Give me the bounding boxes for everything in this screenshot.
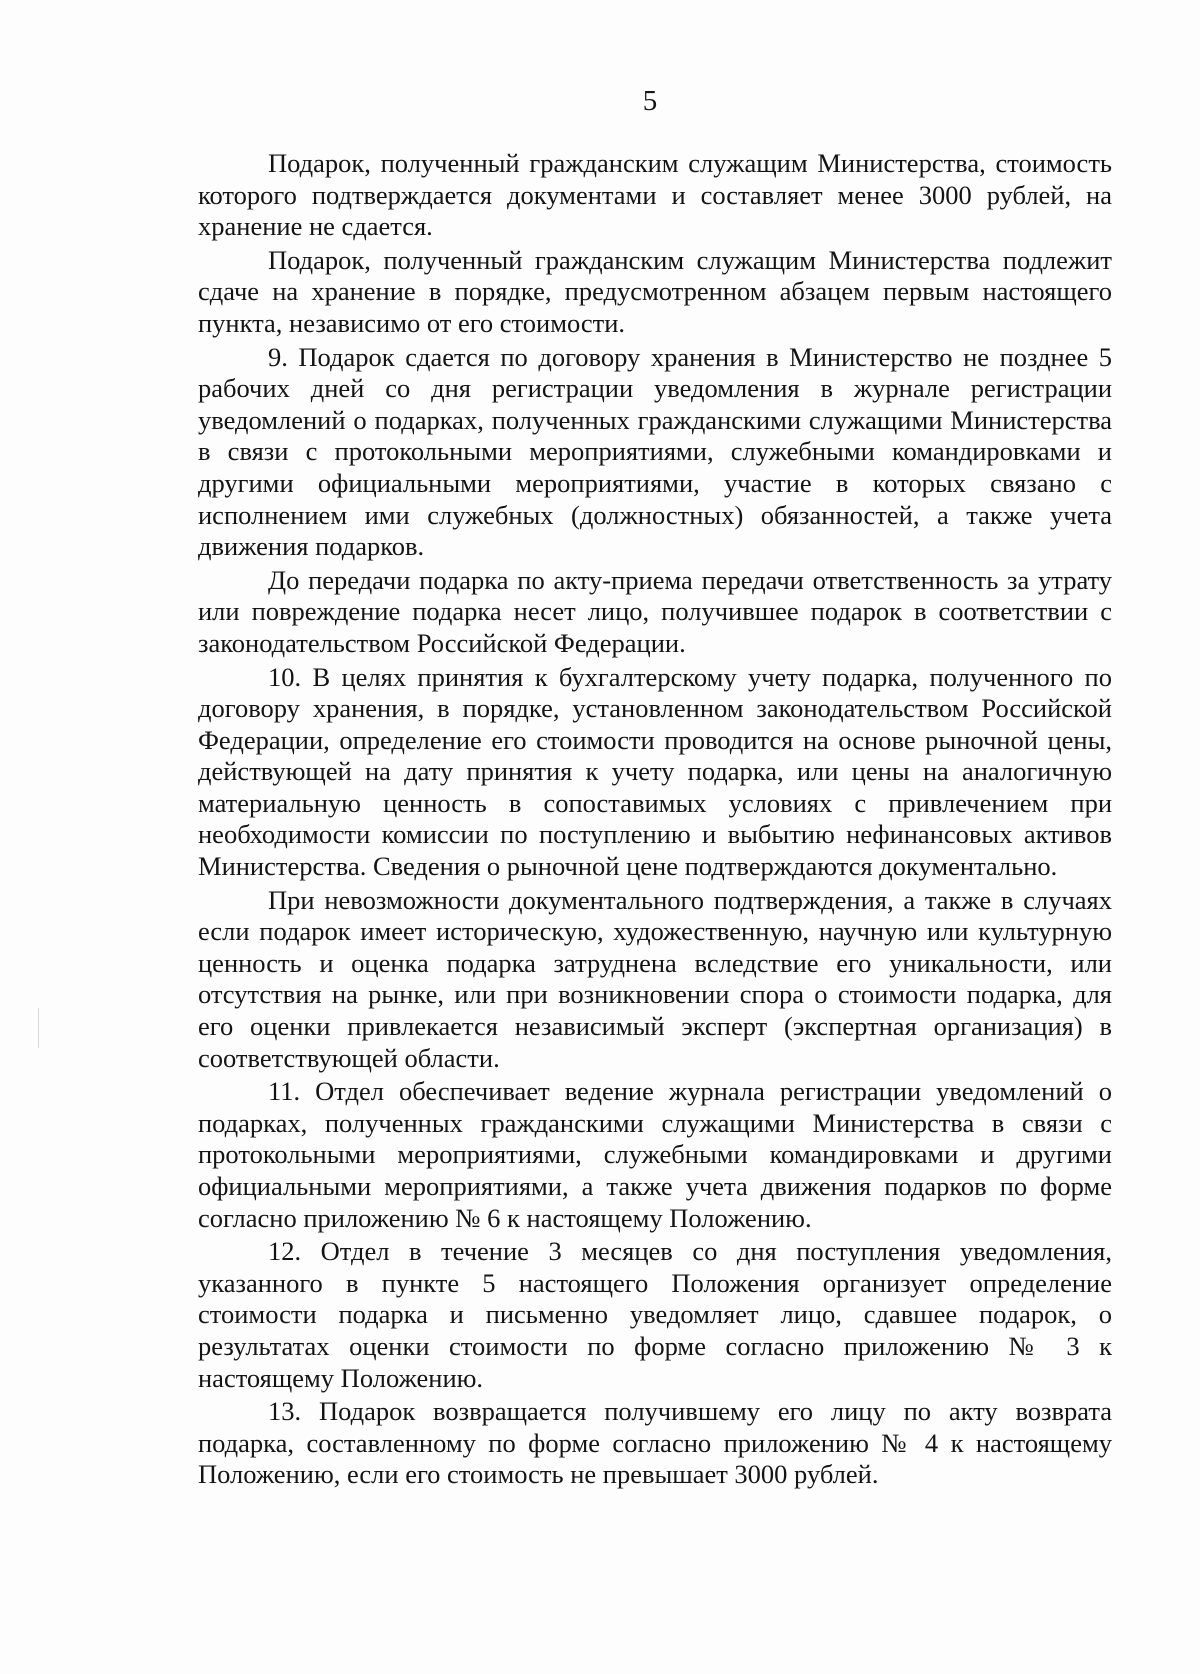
- paragraph-item-13: 13. Подарок возвращается получившему его лицу по акту возврата подарка, составленному по форме согласно приложению № 4 к настоящему Положению, если его стоимость не превышает 3000 рублей.: [198, 1396, 1112, 1490]
- paragraph-gift-under-3000: Подарок, полученный гражданским служащим Министерства, стоимость которого подтверждается документами и составляет менее 3000 рублей, на хранение не сдается.: [198, 148, 1112, 242]
- paragraph-gift-storage-regardless-of-cost: Подарок, полученный гражданским служащим Министерства подлежит сдаче на хранение в порядке, предусмотренном абзацем первым настоящего пункта, независимо от его стоимости.: [198, 244, 1112, 338]
- paragraph-item-12: 12. Отдел в течение 3 месяцев со дня поступления уведомления, указанного в пункте 5 настоящего Положения организует определение стоимости подарка и письменно уведомляет лицо, сдавшее подарок, о результатах оценки стоимости по форме согласно приложению № 3 к настоящему Положению.: [198, 1236, 1112, 1393]
- paragraph-item-10: 10. В целях принятия к бухгалтерскому учету подарка, полученного по договору хранения, в порядке, установленном законодательством Российской Федерации, определение его стоимости проводится на основе рыночной цены, действующей на дату принятия к учету подарка, или цены на аналогичную материальную ценность в сопоставимых условиях с привлечением при необходимости комиссии по поступлению и выбытию нефинансовых активов Министерства. Сведения о рыночной цене подтверждаются документально.: [198, 661, 1112, 882]
- document-body: [198, 148, 1112, 1493]
- paragraph-item-9: 9. Подарок сдается по договору хранения в Министерство не позднее 5 рабочих дней со дня регистрации уведомления в журнале регистрации уведомлений о подарках, полученных гражданскими служащими Министерства в связи с протокольными мероприятиями, служебными командировками и другими официальными мероприятиями, участие в которых связано с исполнением ими служебных (должностных) обязанностей, а также учета движения подарков.: [198, 341, 1112, 562]
- paragraph-item-11: 11. Отдел обеспечивает ведение журнала регистрации уведомлений о подарках, полученных гражданскими служащими Министерства в связи с протокольными мероприятиями, служебными командировками и другими официальными мероприятиями, а также учета движения подарков по форме согласно приложению № 6 к настоящему Положению.: [198, 1076, 1112, 1233]
- paragraph-independent-expert: При невозможности документального подтверждения, а также в случаях если подарок имеет историческую, художественную, научную или культурную ценность и оценка подарка затруднена вследствие его уникальности, или отсутствия на рынке, или при возникновении спора о стоимости подарка, для его оценки привлекается независимый эксперт (экспертная организация) в соответствующей области.: [198, 884, 1112, 1073]
- scan-edge-mark: [38, 1008, 39, 1048]
- paragraph-liability-before-transfer: До передачи подарка по акту-приема передачи ответственность за утрату или повреждение подарка несет лицо, получившее подарок в соответствии с законодательством Российской Федерации.: [198, 564, 1112, 658]
- page-number: 5: [642, 85, 658, 117]
